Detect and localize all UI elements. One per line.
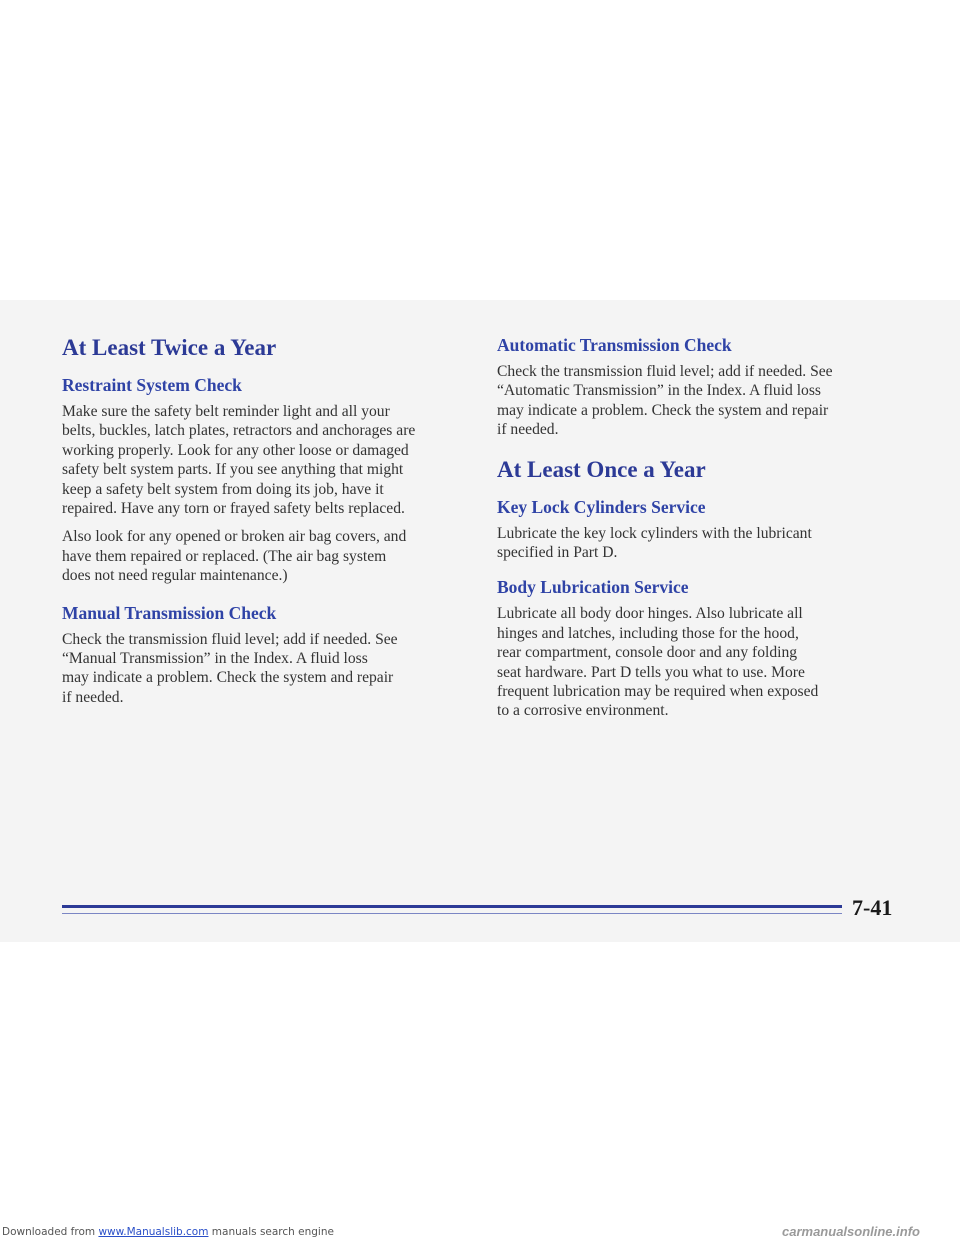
section-title-twice-a-year: At Least Twice a Year <box>62 335 277 360</box>
automatic-transmission-paragraph: Check the transmission fluid level; add if needed. See “Automatic Transmission” in the Index. A fluid loss may indicate a problem. Check the system and repair if needed. <box>497 363 833 439</box>
restraint-system-check-heading: Restraint System Check <box>62 375 242 395</box>
key-lock-cylinders-paragraph: Lubricate the key lock cylinders with the lubricant specified in Part D. <box>497 524 812 562</box>
body-lubrication-heading: Body Lubrication Service <box>497 577 689 598</box>
footer-rule-thick <box>62 905 842 908</box>
manual-transmission-check-heading: Manual Transmission Check <box>62 602 277 623</box>
section-title-once-a-year: At Least Once a Year <box>497 456 706 482</box>
footer-rule-thin <box>62 913 842 914</box>
banner-prefix: Downloaded from <box>2 1226 99 1238</box>
banner-suffix: manuals search engine <box>208 1226 334 1238</box>
restraint-system-paragraph-2: Also look for any opened or broken air bag covers, and have them repaired or replaced. (The air bag system does not need regular maintenance.) <box>62 528 407 585</box>
download-banner <box>2 1226 334 1238</box>
manual-transmission-paragraph: Check the transmission fluid level; add if needed. See “Manual Transmission” in the Index. A fluid loss may indicate a problem. Check the system and repair if needed. <box>62 630 398 706</box>
key-lock-cylinders-heading: Key Lock Cylinders Service <box>497 496 706 517</box>
automatic-transmission-check-heading: Automatic Transmission Check <box>497 335 732 355</box>
right-column <box>497 334 897 729</box>
watermark-logo: carmanualsonline.info <box>782 1224 920 1239</box>
restraint-system-paragraph-1: Make sure the safety belt reminder light and all your belts, buckles, latch plates, retractors and anchorages are working properly. Look for any other loose or damaged safety belt system parts. If you see anything that might keep a safety belt system from doing its job, have it repaired. Have any torn or frayed safety belts replaced. <box>62 403 416 518</box>
page-number: 7-41 <box>852 895 893 920</box>
left-column <box>62 334 462 715</box>
body-lubrication-paragraph: Lubricate all body door hinges. Also lubricate all hinges and latches, including those for the hood, rear compartment, console door and any folding seat hardware. Part D tells you what to use. More frequent lubrication may be required when exposed to a corrosive environment. <box>497 605 819 720</box>
manualslib-link[interactable]: www.Manualslib.com <box>98 1226 209 1238</box>
